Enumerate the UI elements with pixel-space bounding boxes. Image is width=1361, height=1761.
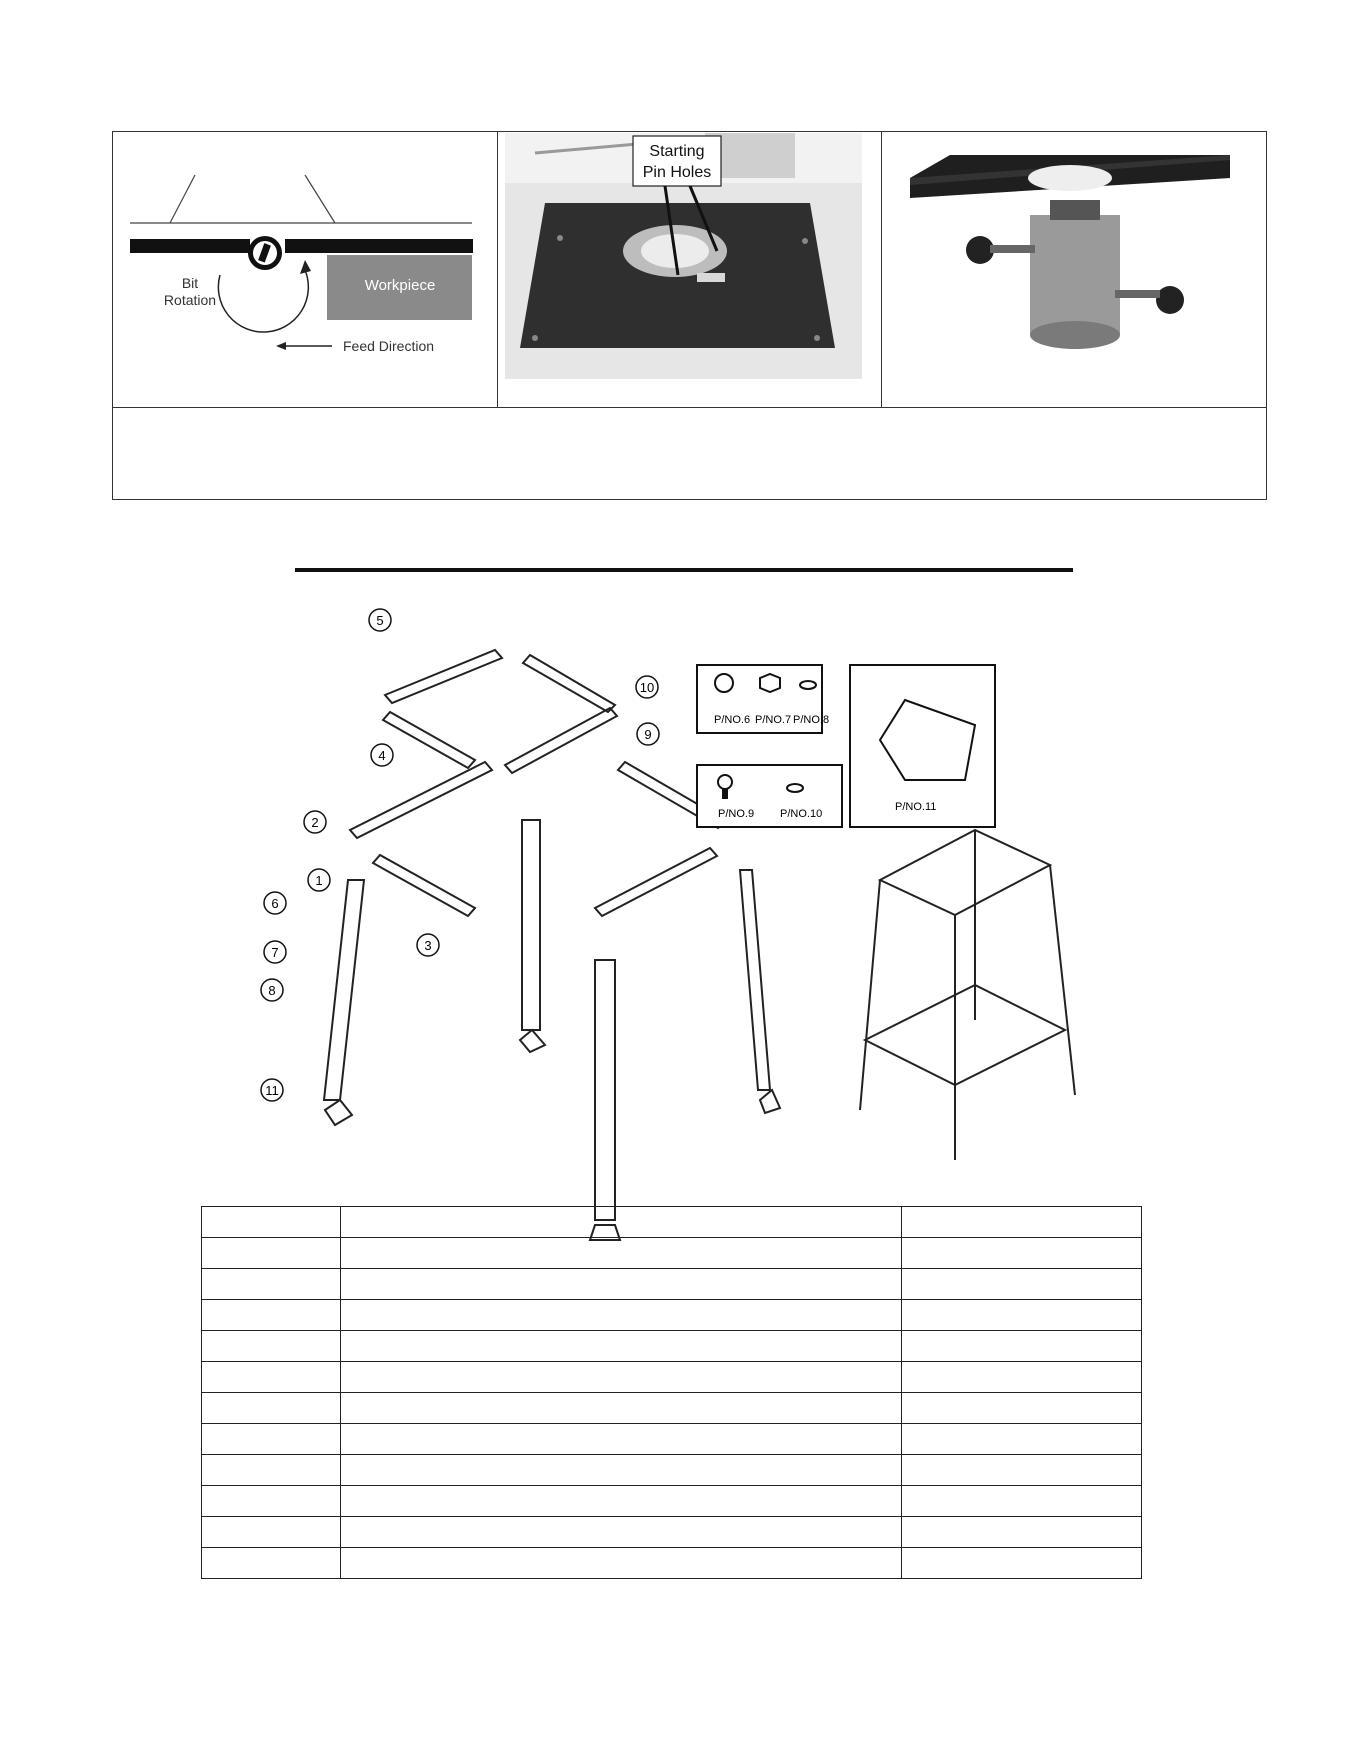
table-row — [202, 1362, 1142, 1393]
table-cell — [341, 1424, 902, 1455]
table-cell — [902, 1517, 1142, 1548]
table-cell — [902, 1362, 1142, 1393]
table-cell — [202, 1269, 341, 1300]
table-cell — [902, 1393, 1142, 1424]
bit-rotation-diagram — [120, 140, 490, 370]
table-cell — [202, 1362, 341, 1393]
svg-text:4: 4 — [378, 748, 386, 763]
hw1-label-7: P/NO.7 — [755, 714, 792, 726]
rail-upper-right — [523, 655, 615, 712]
table-row — [202, 1207, 1142, 1238]
table-cell — [341, 1362, 902, 1393]
svg-text:10: 10 — [639, 680, 655, 695]
table-cell — [202, 1207, 341, 1238]
hw2-label-9: P/NO.9 — [718, 808, 755, 820]
rail-part-2 — [350, 762, 492, 838]
handle-right-icon — [1156, 286, 1184, 314]
hw1-label-8: P/NO.8 — [793, 714, 830, 726]
table-cell — [341, 1300, 902, 1331]
foot-box-label: P/NO.11 — [895, 801, 937, 813]
panel-divider-2 — [881, 132, 882, 407]
table-cell — [341, 1238, 902, 1269]
insert-plate-photo — [505, 133, 862, 379]
table-row — [202, 1300, 1142, 1331]
table-cell — [202, 1455, 341, 1486]
table-cell — [341, 1486, 902, 1517]
foot-back — [520, 1030, 545, 1052]
fence-line-left — [170, 175, 195, 223]
feed-arrow-icon — [276, 342, 286, 350]
table-cell — [902, 1331, 1142, 1362]
table-cell — [341, 1517, 902, 1548]
table-cell — [202, 1424, 341, 1455]
table-cell — [341, 1331, 902, 1362]
rail-middle — [505, 708, 617, 773]
table-cell — [341, 1207, 902, 1238]
svg-text:6: 6 — [271, 896, 279, 911]
svg-text:3: 3 — [424, 938, 432, 953]
table-row — [202, 1486, 1142, 1517]
assembled-stand-lower — [865, 985, 1065, 1085]
callout-line1: Starting — [649, 143, 705, 160]
rail-part-5 — [385, 650, 502, 703]
table-row — [202, 1331, 1142, 1362]
panel-divider-1 — [497, 132, 498, 407]
table-cell — [902, 1238, 1142, 1269]
table-cell — [202, 1486, 341, 1517]
table-cell — [902, 1269, 1142, 1300]
parts-table — [201, 1206, 1142, 1579]
table-row — [202, 1548, 1142, 1579]
table-cell — [202, 1393, 341, 1424]
svg-text:9: 9 — [644, 727, 652, 742]
table-cell — [202, 1548, 341, 1579]
table-cell — [341, 1455, 902, 1486]
table-cell — [902, 1455, 1142, 1486]
svg-text:2: 2 — [311, 815, 319, 830]
table-cell — [202, 1238, 341, 1269]
rail-part-4 — [383, 712, 475, 768]
table-row — [202, 1424, 1142, 1455]
feed-direction-label: Feed Direction — [343, 338, 435, 354]
table-cell — [341, 1548, 902, 1579]
foot-right — [760, 1090, 780, 1113]
table-top-left — [130, 239, 250, 253]
handle-left-icon — [966, 236, 994, 264]
section-rule — [295, 568, 1073, 572]
table-row — [202, 1269, 1142, 1300]
hw2-label-10: P/NO.10 — [780, 808, 823, 820]
table-cell — [902, 1424, 1142, 1455]
svg-text:8: 8 — [268, 983, 276, 998]
table-cell — [902, 1207, 1142, 1238]
svg-text:5: 5 — [376, 613, 384, 628]
workpiece-label: Workpiece — [364, 277, 436, 294]
leg-back — [522, 820, 540, 1030]
router-body — [1030, 215, 1120, 335]
table-row — [202, 1238, 1142, 1269]
table-cell — [902, 1486, 1142, 1517]
table-cell — [202, 1517, 341, 1548]
arrow-head-icon — [300, 260, 311, 274]
rail-right-lower — [595, 848, 717, 916]
table-top-right — [285, 239, 473, 253]
table-cell — [202, 1331, 341, 1362]
table-cell — [902, 1300, 1142, 1331]
bit-rotation-arc — [218, 270, 308, 332]
svg-text:11: 11 — [265, 1083, 279, 1098]
bit-label: Bit — [181, 275, 199, 291]
leg-right — [740, 870, 770, 1090]
callout-line2: Pin Holes — [642, 164, 712, 181]
svg-text:7: 7 — [271, 945, 279, 960]
table-cell — [202, 1300, 341, 1331]
fence-line-right — [305, 175, 335, 223]
assembled-stand-top — [880, 830, 1050, 915]
router-plate-photo — [900, 140, 1240, 365]
leg-front — [595, 960, 615, 1220]
rail-part-3 — [373, 855, 475, 916]
table-cell — [902, 1548, 1142, 1579]
table-row — [202, 1455, 1142, 1486]
table-cell — [341, 1393, 902, 1424]
table-cell — [341, 1269, 902, 1300]
rotation-label: Rotation — [163, 292, 217, 308]
table-row — [202, 1393, 1142, 1424]
exploded-stand-drawing — [240, 600, 1120, 1250]
hw1-label-6: P/NO.6 — [714, 714, 751, 726]
table-row — [202, 1517, 1142, 1548]
caption-area — [113, 408, 1266, 499]
svg-text:1: 1 — [315, 873, 323, 888]
foot-part-11 — [325, 1100, 352, 1125]
parts-table-body — [202, 1207, 1142, 1579]
leg-part-1 — [324, 880, 364, 1100]
